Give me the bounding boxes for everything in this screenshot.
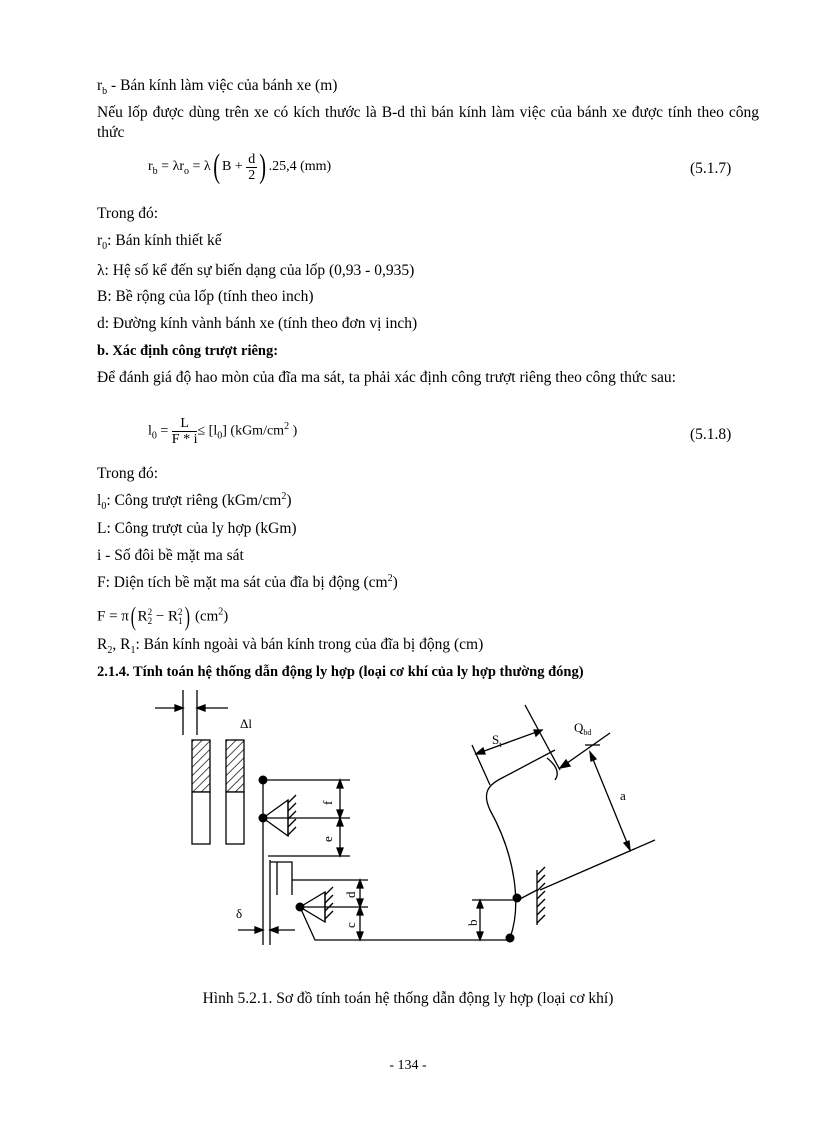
def-L: L: Công trượt của ly hợp (kGm) xyxy=(97,520,297,537)
where-title-1: Trong đó: xyxy=(97,205,159,222)
where-title-2: Trong đó: xyxy=(97,465,159,482)
label-qbd: $Q_{bd}$ xyxy=(574,720,592,737)
section-214-heading: 2.1.4. Tính toán hệ thống dẫn động ly hợp (loại cơ khí của ly hợp thường đóng) xyxy=(97,664,584,680)
label-c: c xyxy=(343,922,358,928)
def-i: i - Số đôi bề mặt ma sát xyxy=(97,547,244,564)
label-e: e xyxy=(320,836,335,842)
section-b-paragraph: Để đánh giá độ hao mòn của đĩa ma sát, ta phải xác định công trượt riêng theo công thức sau: xyxy=(97,369,676,386)
page-number: - 134 - xyxy=(389,1058,427,1073)
def-F: F: Diện tích bề mặt ma sát của đĩa bị động $(cm^2)$ xyxy=(97,572,398,591)
figure-caption: Hình 5.2.1. Sơ đồ tính toán hệ thống dẫn động ly hợp (loại cơ khí) xyxy=(202,990,614,1007)
def-r0: $r_0$: Bán kính thiết kế xyxy=(97,232,222,253)
def-b: B: Bề rộng của lốp (tính theo inch) xyxy=(97,288,314,305)
def-l0: $l_0$: Công trượt riêng $(kGm/cm^2)$ xyxy=(97,490,292,513)
formula-F: F = π( R 2 2 − R 2 1 ) $(cm^2)$ xyxy=(97,602,229,631)
equation-5-1-7: $r_b = \lambda r_o = \lambda$( B + $\frac{d}{2}$ ) .25,4 (mm) xyxy=(148,148,332,185)
label-f: f xyxy=(320,800,335,805)
label-st: $S_t$ xyxy=(492,732,502,749)
def-d: d: Đường kính vành bánh xe (tính theo đơn vị inch) xyxy=(97,315,418,332)
intro-paragraph: Nếu lốp được dùng trên xe có kích thước là B-d thì bán kính làm việc của bánh xe được tính theo công thức xyxy=(97,104,759,141)
equation-number-5-1-7: (5.1.7) xyxy=(690,160,732,177)
label-delta-l: Δl xyxy=(240,716,252,731)
label-delta: δ xyxy=(236,906,243,921)
def-rb: $r_b$ - Bán kính làm việc của bánh xe (m) xyxy=(97,77,338,98)
label-a: a xyxy=(620,788,626,803)
equation-number-5-1-8: (5.1.8) xyxy=(690,426,732,443)
friction-lining-left xyxy=(192,740,210,792)
def-R: $R_2$, $R_1$: Bán kính ngoài và bán kính trong của đĩa bị động (cm) xyxy=(97,636,484,657)
label-d: d xyxy=(343,891,358,898)
clutch-drive-diagram xyxy=(150,690,670,960)
label-b: b xyxy=(465,919,480,926)
def-lambda: λ: Hệ số kể đến sự biến dạng của lốp (0,93 - 0,935) xyxy=(97,262,415,279)
section-b-heading: b. Xác định công trượt riêng: xyxy=(97,343,279,359)
equation-5-1-8: $l_0$ = $\frac{L}{F * i}$ ≤ $[l_0]$ ($kGm/cm^2$ ) xyxy=(148,416,298,447)
friction-lining-right xyxy=(226,740,244,792)
